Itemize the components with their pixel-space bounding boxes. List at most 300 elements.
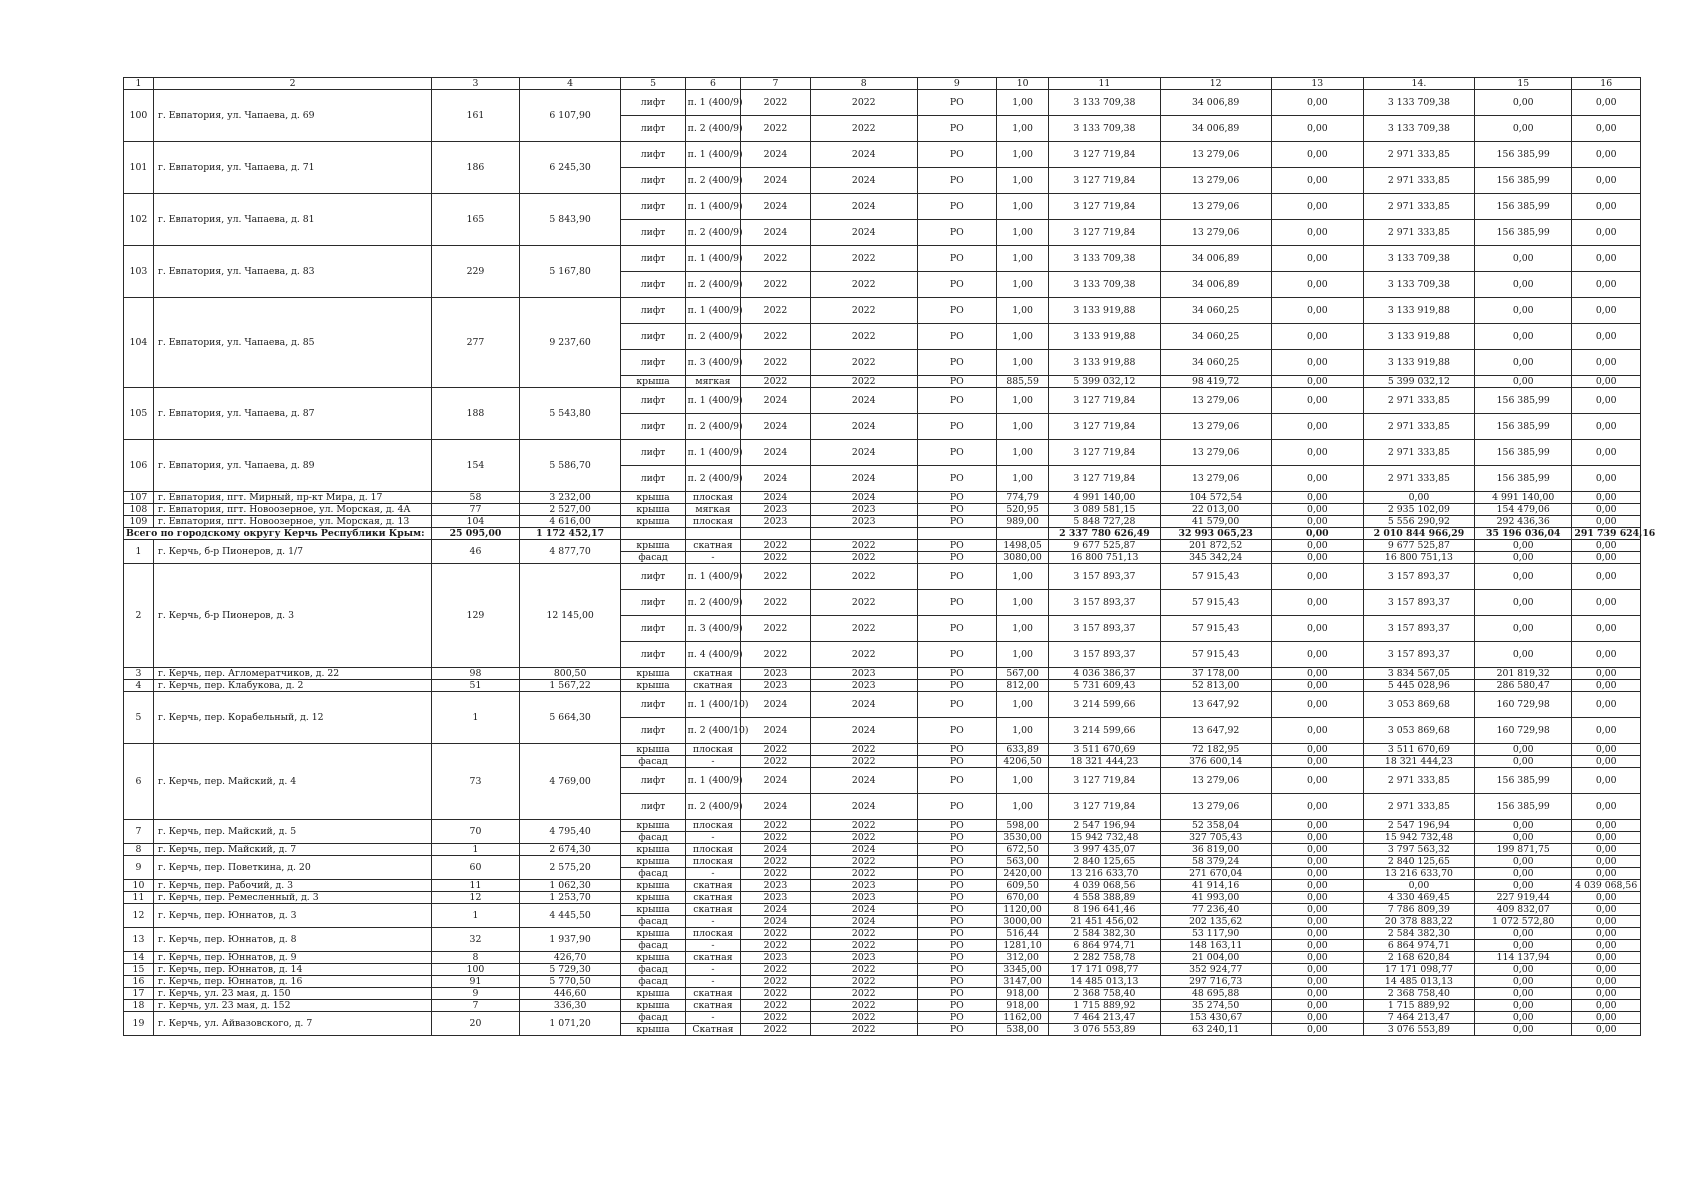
total-area: 5 729,30 <box>519 964 621 976</box>
work-type: фасад <box>621 916 685 928</box>
cost-v11: 2 584 382,30 <box>1049 928 1160 940</box>
cost-v14: 3 133 919,88 <box>1363 350 1474 376</box>
cost-v12: 148 163,11 <box>1160 940 1271 952</box>
address: г. Керчь, пер. Клабукова, д. 2 <box>153 680 431 692</box>
cost-v11: 3 511 670,69 <box>1049 744 1160 756</box>
cost-v12: 13 279,06 <box>1160 440 1271 466</box>
cost-v13: 0,00 <box>1271 466 1363 492</box>
cost-v13: 0,00 <box>1271 868 1363 880</box>
cost-v14: 3 076 553,89 <box>1363 1024 1474 1036</box>
apartments-count: 77 <box>432 504 520 516</box>
work-type: фасад <box>621 756 685 768</box>
cost-v14: 2 935 102,09 <box>1363 504 1474 516</box>
cost-v12: 41 914,16 <box>1160 880 1271 892</box>
funding-source: РО <box>917 1012 996 1024</box>
work-subtype: мягкая <box>685 504 741 516</box>
cost-v14: 2 971 333,85 <box>1363 220 1474 246</box>
cost-v12: 41 579,00 <box>1160 516 1271 528</box>
cost-v15: 156 385,99 <box>1475 388 1572 414</box>
quantity: 563,00 <box>996 856 1048 868</box>
funding-source: РО <box>917 194 996 220</box>
row-number: 107 <box>124 492 154 504</box>
work-type: лифт <box>621 388 685 414</box>
row-number: 6 <box>124 744 154 820</box>
cost-v12: 37 178,00 <box>1160 668 1271 680</box>
cost-v15: 156 385,99 <box>1475 168 1572 194</box>
row-number: 101 <box>124 142 154 194</box>
row-number: 106 <box>124 440 154 492</box>
cost-v14: 3 133 709,38 <box>1363 272 1474 298</box>
apartments-count: 20 <box>432 1012 520 1036</box>
cost-v15: 156 385,99 <box>1475 794 1572 820</box>
year-end: 2024 <box>810 220 917 246</box>
header-cell: 11 <box>1049 78 1160 90</box>
cost-v14: 2 584 382,30 <box>1363 928 1474 940</box>
total-area: 1 253,70 <box>519 892 621 904</box>
work-type: крыша <box>621 668 685 680</box>
cost-v15: 0,00 <box>1475 350 1572 376</box>
cost-v15: 0,00 <box>1475 832 1572 844</box>
table-row <box>124 540 1641 552</box>
apartments-count: 1 <box>432 904 520 928</box>
quantity: 2420,00 <box>996 868 1048 880</box>
row-number: 2 <box>124 564 154 668</box>
apartments-count: 129 <box>432 564 520 668</box>
cost-v11: 15 942 732,48 <box>1049 832 1160 844</box>
year-end: 2022 <box>810 964 917 976</box>
empty-cell <box>917 528 996 540</box>
cost-v15: 0,00 <box>1475 1024 1572 1036</box>
cost-v12: 13 279,06 <box>1160 794 1271 820</box>
funding-source: РО <box>917 388 996 414</box>
table-row <box>124 856 1641 868</box>
total-area: 2 674,30 <box>519 844 621 856</box>
table-row <box>124 298 1641 324</box>
cost-v11: 4 558 388,89 <box>1049 892 1160 904</box>
row-number: 11 <box>124 892 154 904</box>
address: г. Керчь, ул. 23 мая, д. 152 <box>153 1000 431 1012</box>
work-type: лифт <box>621 168 685 194</box>
work-subtype: п. 1 (400/9) <box>685 90 741 116</box>
cost-v16: 0,00 <box>1572 540 1641 552</box>
work-subtype: скатная <box>685 880 741 892</box>
total-area: 446,60 <box>519 988 621 1000</box>
funding-source: РО <box>917 718 996 744</box>
work-subtype: плоская <box>685 820 741 832</box>
apartments-count: 1 <box>432 844 520 856</box>
year-start: 2022 <box>741 1012 811 1024</box>
work-subtype: - <box>685 756 741 768</box>
funding-source: РО <box>917 880 996 892</box>
cost-v11: 1 715 889,92 <box>1049 1000 1160 1012</box>
cost-v16: 0,00 <box>1572 220 1641 246</box>
total-area: 4 769,00 <box>519 744 621 820</box>
cost-v16: 4 039 068,56 <box>1572 880 1641 892</box>
cost-v11: 3 214 599,66 <box>1049 718 1160 744</box>
funding-source: РО <box>917 952 996 964</box>
year-start: 2023 <box>741 668 811 680</box>
work-subtype: п. 1 (400/10) <box>685 692 741 718</box>
cost-v14: 3 133 709,38 <box>1363 90 1474 116</box>
work-subtype: Скатная <box>685 1024 741 1036</box>
table-row <box>124 504 1641 516</box>
table-row <box>124 988 1641 1000</box>
work-subtype: п. 3 (400/9) <box>685 616 741 642</box>
cost-v12: 35 274,50 <box>1160 1000 1271 1012</box>
funding-source: РО <box>917 1024 996 1036</box>
cost-v13: 0,00 <box>1271 590 1363 616</box>
cost-v11: 3 157 893,37 <box>1049 642 1160 668</box>
cost-v15: 0,00 <box>1475 246 1572 272</box>
total-area: 5 586,70 <box>519 440 621 492</box>
apartments-count: 70 <box>432 820 520 844</box>
table-row <box>124 388 1641 414</box>
cost-v14: 7 464 213,47 <box>1363 1012 1474 1024</box>
work-subtype: - <box>685 976 741 988</box>
total-area: 336,30 <box>519 1000 621 1012</box>
year-end: 2022 <box>810 324 917 350</box>
year-start: 2022 <box>741 616 811 642</box>
cost-v14: 3 133 709,38 <box>1363 246 1474 272</box>
cost-v13: 0,00 <box>1271 1000 1363 1012</box>
cost-v11: 2 840 125,65 <box>1049 856 1160 868</box>
work-subtype: п. 3 (400/9) <box>685 350 741 376</box>
year-end: 2022 <box>810 868 917 880</box>
cost-v12: 34 006,89 <box>1160 246 1271 272</box>
cost-v16: 0,00 <box>1572 168 1641 194</box>
cost-v11: 3 133 919,88 <box>1049 298 1160 324</box>
year-end: 2022 <box>810 272 917 298</box>
work-subtype: плоская <box>685 856 741 868</box>
quantity: 1,00 <box>996 590 1048 616</box>
total-area: 1 567,22 <box>519 680 621 692</box>
year-start: 2022 <box>741 552 811 564</box>
year-start: 2024 <box>741 466 811 492</box>
year-start: 2023 <box>741 880 811 892</box>
work-type: крыша <box>621 880 685 892</box>
cost-v14: 0,00 <box>1363 880 1474 892</box>
table-row <box>124 744 1641 756</box>
cost-v15: 0,00 <box>1475 964 1572 976</box>
row-number: 10 <box>124 880 154 892</box>
work-subtype: плоская <box>685 492 741 504</box>
apartments-count: 8 <box>432 952 520 964</box>
cost-v15: 0,00 <box>1475 868 1572 880</box>
year-end: 2022 <box>810 820 917 832</box>
cost-v11: 5 848 727,28 <box>1049 516 1160 528</box>
cost-v15: 156 385,99 <box>1475 768 1572 794</box>
cost-v11: 7 464 213,47 <box>1049 1012 1160 1024</box>
year-end: 2024 <box>810 440 917 466</box>
cost-v11: 21 451 456,02 <box>1049 916 1160 928</box>
work-type: фасад <box>621 1012 685 1024</box>
total-apartments: 25 095,00 <box>432 528 520 540</box>
address: г. Евпатория, ул. Чапаева, д. 89 <box>153 440 431 492</box>
quantity: 885,59 <box>996 376 1048 388</box>
year-end: 2022 <box>810 1000 917 1012</box>
address: г. Керчь, пер. Юннатов, д. 3 <box>153 904 431 928</box>
work-subtype: п. 2 (400/9) <box>685 168 741 194</box>
total-area: 5 543,80 <box>519 388 621 440</box>
table-row <box>124 492 1641 504</box>
quantity: 1,00 <box>996 414 1048 440</box>
year-start: 2023 <box>741 952 811 964</box>
header-cell: 7 <box>741 78 811 90</box>
total-area: 5 167,80 <box>519 246 621 298</box>
cost-v14: 2 971 333,85 <box>1363 466 1474 492</box>
cost-v14: 7 786 809,39 <box>1363 904 1474 916</box>
total-area: 5 843,90 <box>519 194 621 246</box>
year-start: 2022 <box>741 964 811 976</box>
quantity: 1,00 <box>996 692 1048 718</box>
cost-v15: 227 919,44 <box>1475 892 1572 904</box>
quantity: 1,00 <box>996 246 1048 272</box>
cost-v16: 0,00 <box>1572 856 1641 868</box>
cost-v11: 2 368 758,40 <box>1049 988 1160 1000</box>
total-v16: 291 739 624,16 <box>1572 528 1641 540</box>
cost-v12: 57 915,43 <box>1160 590 1271 616</box>
address: г. Евпатория, пгт. Новоозерное, ул. Морская, д. 13 <box>153 516 431 528</box>
row-number: 100 <box>124 90 154 142</box>
quantity: 598,00 <box>996 820 1048 832</box>
funding-source: РО <box>917 868 996 880</box>
address: г. Керчь, ул. 23 мая, д. 150 <box>153 988 431 1000</box>
work-type: лифт <box>621 466 685 492</box>
year-start: 2024 <box>741 768 811 794</box>
cost-v13: 0,00 <box>1271 904 1363 916</box>
capital-repair-table <box>123 77 1656 1036</box>
work-subtype: скатная <box>685 540 741 552</box>
cost-v16: 0,00 <box>1572 90 1641 116</box>
table-row <box>124 680 1641 692</box>
cost-v14: 20 378 883,22 <box>1363 916 1474 928</box>
cost-v11: 16 800 751,13 <box>1049 552 1160 564</box>
cost-v13: 0,00 <box>1271 832 1363 844</box>
cost-v13: 0,00 <box>1271 324 1363 350</box>
table-body <box>124 77 1656 1036</box>
work-subtype: п. 2 (400/9) <box>685 466 741 492</box>
cost-v13: 0,00 <box>1271 928 1363 940</box>
work-type: фасад <box>621 868 685 880</box>
cost-v11: 3 127 719,84 <box>1049 220 1160 246</box>
cost-v11: 4 991 140,00 <box>1049 492 1160 504</box>
cost-v14: 13 216 633,70 <box>1363 868 1474 880</box>
cost-v16: 0,00 <box>1572 940 1641 952</box>
cost-v15: 0,00 <box>1475 642 1572 668</box>
year-start: 2024 <box>741 194 811 220</box>
work-type: фасад <box>621 832 685 844</box>
row-number: 3 <box>124 668 154 680</box>
cost-v13: 0,00 <box>1271 820 1363 832</box>
year-end: 2022 <box>810 976 917 988</box>
apartments-count: 100 <box>432 964 520 976</box>
year-end: 2022 <box>810 616 917 642</box>
quantity: 3000,00 <box>996 916 1048 928</box>
year-start: 2022 <box>741 928 811 940</box>
quantity: 3147,00 <box>996 976 1048 988</box>
row-number: 109 <box>124 516 154 528</box>
cost-v12: 34 006,89 <box>1160 272 1271 298</box>
total-area: 1 062,30 <box>519 880 621 892</box>
work-type: лифт <box>621 194 685 220</box>
cost-v16: 0,00 <box>1572 832 1641 844</box>
quantity: 3345,00 <box>996 964 1048 976</box>
year-end: 2024 <box>810 142 917 168</box>
funding-source: РО <box>917 552 996 564</box>
address: г. Керчь, пер. Ремесленный, д. 3 <box>153 892 431 904</box>
year-start: 2022 <box>741 298 811 324</box>
work-subtype: п. 2 (400/9) <box>685 272 741 298</box>
work-type: крыша <box>621 856 685 868</box>
year-end: 2022 <box>810 744 917 756</box>
cost-v12: 345 342,24 <box>1160 552 1271 564</box>
cost-v13: 0,00 <box>1271 692 1363 718</box>
year-start: 2024 <box>741 440 811 466</box>
row-number: 108 <box>124 504 154 516</box>
cost-v11: 3 127 719,84 <box>1049 768 1160 794</box>
cost-v14: 3 053 869,68 <box>1363 718 1474 744</box>
year-start: 2022 <box>741 116 811 142</box>
work-type: лифт <box>621 440 685 466</box>
year-start: 2024 <box>741 844 811 856</box>
quantity: 1,00 <box>996 194 1048 220</box>
work-type: лифт <box>621 90 685 116</box>
table-row <box>124 976 1641 988</box>
cost-v14: 3 797 563,32 <box>1363 844 1474 856</box>
work-subtype: - <box>685 964 741 976</box>
address: г. Керчь, б-р Пионеров, д. 1/7 <box>153 540 431 564</box>
quantity: 1,00 <box>996 350 1048 376</box>
apartments-count: 9 <box>432 988 520 1000</box>
cost-v16: 0,00 <box>1572 492 1641 504</box>
cost-v12: 52 358,04 <box>1160 820 1271 832</box>
year-start: 2023 <box>741 680 811 692</box>
table-row <box>124 692 1641 718</box>
work-type: фасад <box>621 552 685 564</box>
total-area: 1 937,90 <box>519 928 621 952</box>
cost-v11: 5 399 032,12 <box>1049 376 1160 388</box>
year-start: 2022 <box>741 246 811 272</box>
table-row <box>124 440 1641 466</box>
cost-v14: 3 834 567,05 <box>1363 668 1474 680</box>
cost-v11: 3 076 553,89 <box>1049 1024 1160 1036</box>
work-subtype: скатная <box>685 952 741 964</box>
table-row <box>124 1012 1641 1024</box>
cost-v11: 3 133 709,38 <box>1049 246 1160 272</box>
cost-v14: 3 511 670,69 <box>1363 744 1474 756</box>
cost-v13: 0,00 <box>1271 768 1363 794</box>
cost-v14: 3 157 893,37 <box>1363 564 1474 590</box>
cost-v14: 2 971 333,85 <box>1363 142 1474 168</box>
quantity: 1,00 <box>996 440 1048 466</box>
cost-v15: 0,00 <box>1475 116 1572 142</box>
address: г. Евпатория, ул. Чапаева, д. 83 <box>153 246 431 298</box>
cost-v12: 77 236,40 <box>1160 904 1271 916</box>
quantity: 918,00 <box>996 1000 1048 1012</box>
cost-v15: 286 580,47 <box>1475 680 1572 692</box>
quantity: 1,00 <box>996 116 1048 142</box>
year-start: 2024 <box>741 220 811 246</box>
cost-v12: 104 572,54 <box>1160 492 1271 504</box>
work-type: лифт <box>621 616 685 642</box>
row-number: 9 <box>124 856 154 880</box>
row-number: 13 <box>124 928 154 952</box>
cost-v14: 14 485 013,13 <box>1363 976 1474 988</box>
row-number: 15 <box>124 964 154 976</box>
cost-v14: 2 971 333,85 <box>1363 440 1474 466</box>
funding-source: РО <box>917 768 996 794</box>
year-end: 2022 <box>810 832 917 844</box>
cost-v12: 58 379,24 <box>1160 856 1271 868</box>
cost-v11: 3 127 719,84 <box>1049 142 1160 168</box>
apartments-count: 186 <box>432 142 520 194</box>
year-start: 2022 <box>741 988 811 1000</box>
apartments-count: 91 <box>432 976 520 988</box>
cost-v14: 2 971 333,85 <box>1363 168 1474 194</box>
funding-source: РО <box>917 794 996 820</box>
funding-source: РО <box>917 590 996 616</box>
funding-source: РО <box>917 246 996 272</box>
funding-source: РО <box>917 680 996 692</box>
quantity: 633,89 <box>996 744 1048 756</box>
cost-v11: 3 157 893,37 <box>1049 564 1160 590</box>
work-type: крыша <box>621 820 685 832</box>
year-end: 2024 <box>810 916 917 928</box>
year-start: 2022 <box>741 744 811 756</box>
apartments-count: 229 <box>432 246 520 298</box>
work-type: крыша <box>621 904 685 916</box>
cost-v12: 13 279,06 <box>1160 220 1271 246</box>
year-end: 2023 <box>810 892 917 904</box>
cost-v12: 34 060,25 <box>1160 350 1271 376</box>
row-number: 102 <box>124 194 154 246</box>
cost-v15: 292 436,36 <box>1475 516 1572 528</box>
total-v12: 32 993 065,23 <box>1160 528 1271 540</box>
cost-v16: 0,00 <box>1572 194 1641 220</box>
work-subtype: - <box>685 940 741 952</box>
cost-v11: 3 157 893,37 <box>1049 616 1160 642</box>
funding-source: РО <box>917 298 996 324</box>
cost-v16: 0,00 <box>1572 892 1641 904</box>
year-start: 2022 <box>741 376 811 388</box>
work-subtype: скатная <box>685 1000 741 1012</box>
year-end: 2022 <box>810 564 917 590</box>
cost-v13: 0,00 <box>1271 142 1363 168</box>
year-end: 2022 <box>810 590 917 616</box>
cost-v13: 0,00 <box>1271 388 1363 414</box>
table-row <box>124 952 1641 964</box>
cost-v13: 0,00 <box>1271 718 1363 744</box>
table-row <box>124 928 1641 940</box>
work-type: лифт <box>621 794 685 820</box>
year-start: 2022 <box>741 756 811 768</box>
year-end: 2022 <box>810 540 917 552</box>
address: г. Евпатория, пгт. Мирный, пр-кт Мира, д. 17 <box>153 492 431 504</box>
cost-v11: 17 171 098,77 <box>1049 964 1160 976</box>
funding-source: РО <box>917 1000 996 1012</box>
apartments-count: 188 <box>432 388 520 440</box>
year-end: 2024 <box>810 492 917 504</box>
apartments-count: 7 <box>432 1000 520 1012</box>
cost-v13: 0,00 <box>1271 940 1363 952</box>
cost-v16: 0,00 <box>1572 964 1641 976</box>
work-type: крыша <box>621 988 685 1000</box>
year-start: 2024 <box>741 142 811 168</box>
work-type: лифт <box>621 272 685 298</box>
cost-v15: 156 385,99 <box>1475 194 1572 220</box>
funding-source: РО <box>917 616 996 642</box>
cost-v16: 0,00 <box>1572 680 1641 692</box>
